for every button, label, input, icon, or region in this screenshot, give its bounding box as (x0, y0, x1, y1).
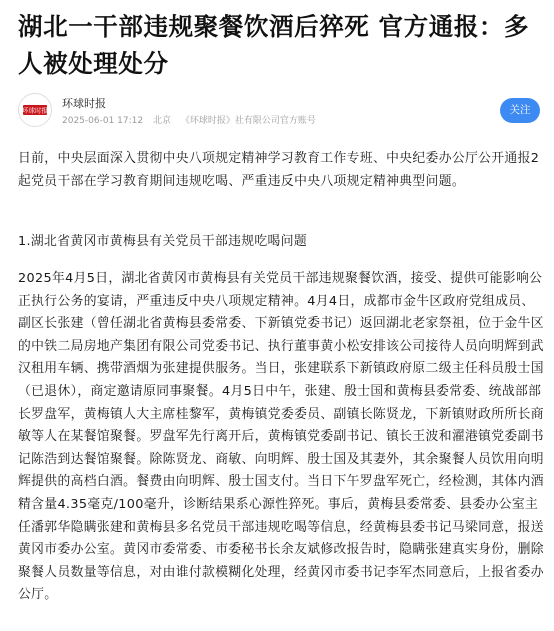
follow-button[interactable]: 关注 (500, 98, 540, 123)
article-headline: 湖北一干部违规聚餐饮酒后猝死 官方通报：多人被处理处分 (18, 12, 530, 78)
publish-location: 北京 (152, 116, 171, 126)
article-paragraph: 2025年4月5日，湖北省黄冈市黄梅县有关党员干部违规聚餐饮酒，接受、提供可能影响公正执行公务的宴请，严重违反中央八项规定精神。4月4日，成都市金牛区政府党组成员、副区长张建（曾任湖北省黄梅县委常委、下新镇党委书记）返回湖北老家祭祖，位于金牛区的中铁二局房地产集团有限公司党委书记、执行董事黄小松安排该公司接待人员向明辉到武汉租用车辆、携带酒烟为张建提供服务。当日，张建联系下新镇政府原二级主任科员殷士国（已退休），商定邀请原同事聚餐。4月5日中午，张建、殷士国和黄梅县委常委、统战部部长罗盘军，黄梅镇人大主席桂黎军，黄梅镇党委委员、副镇长陈贤龙，下新镇财政所所长商敏等人在某餐馆聚餐。罗盘军先行离开后，黄梅镇党委副书记、镇长王波和濯港镇党委副书记陈浩到达餐馆聚餐。除陈贤龙、商敏、向明辉、殷士国及其妻外，其余聚餐人员饮用向明辉提供的高档白酒。餐费由向明辉、殷士国支付。当日下午罗盘军死亡，经检测，其体内酒精含量4.35毫克/100毫升，诊断结果系心源性猝死。事后，黄梅县委常委、县委办公室主任潘郭华隐瞒张建和黄梅县多名党员干部违规吃喝等信息，经黄梅县委书记马梁同意，报送黄冈市委办公室。黄冈市委常委、市委秘书长余友斌修改报告时，隐瞒张建真实身份，删除聚餐人员数量等信息，对由谁付款模糊化处理，经黄冈市委书记李军杰同意后，上报省委办公厅。 (18, 271, 544, 603)
publish-datetime: 2025-06-01 17:12 (62, 116, 144, 126)
article-meta (62, 113, 323, 126)
article-section-heading: 1.湖北省黄冈市黄梅县有关党员干部违规吃喝问题 (18, 234, 307, 249)
avatar-logo-icon (19, 94, 51, 126)
source-name[interactable]: 环球时报 (62, 97, 106, 110)
publisher-description: 《环球时报》社有限公司官方账号 (180, 116, 316, 126)
author-row (18, 92, 540, 128)
source-avatar[interactable] (18, 93, 52, 127)
article-paragraph: 日前，中央层面深入贯彻中央八项规定精神学习教育工作专班、中央纪委办公厅公开通报2起党员干部在学习教育期间违规吃喝、严重违反中央八项规定精神典型问题。 (18, 151, 540, 189)
avatar-logo-text: 环球时报 (22, 106, 48, 115)
